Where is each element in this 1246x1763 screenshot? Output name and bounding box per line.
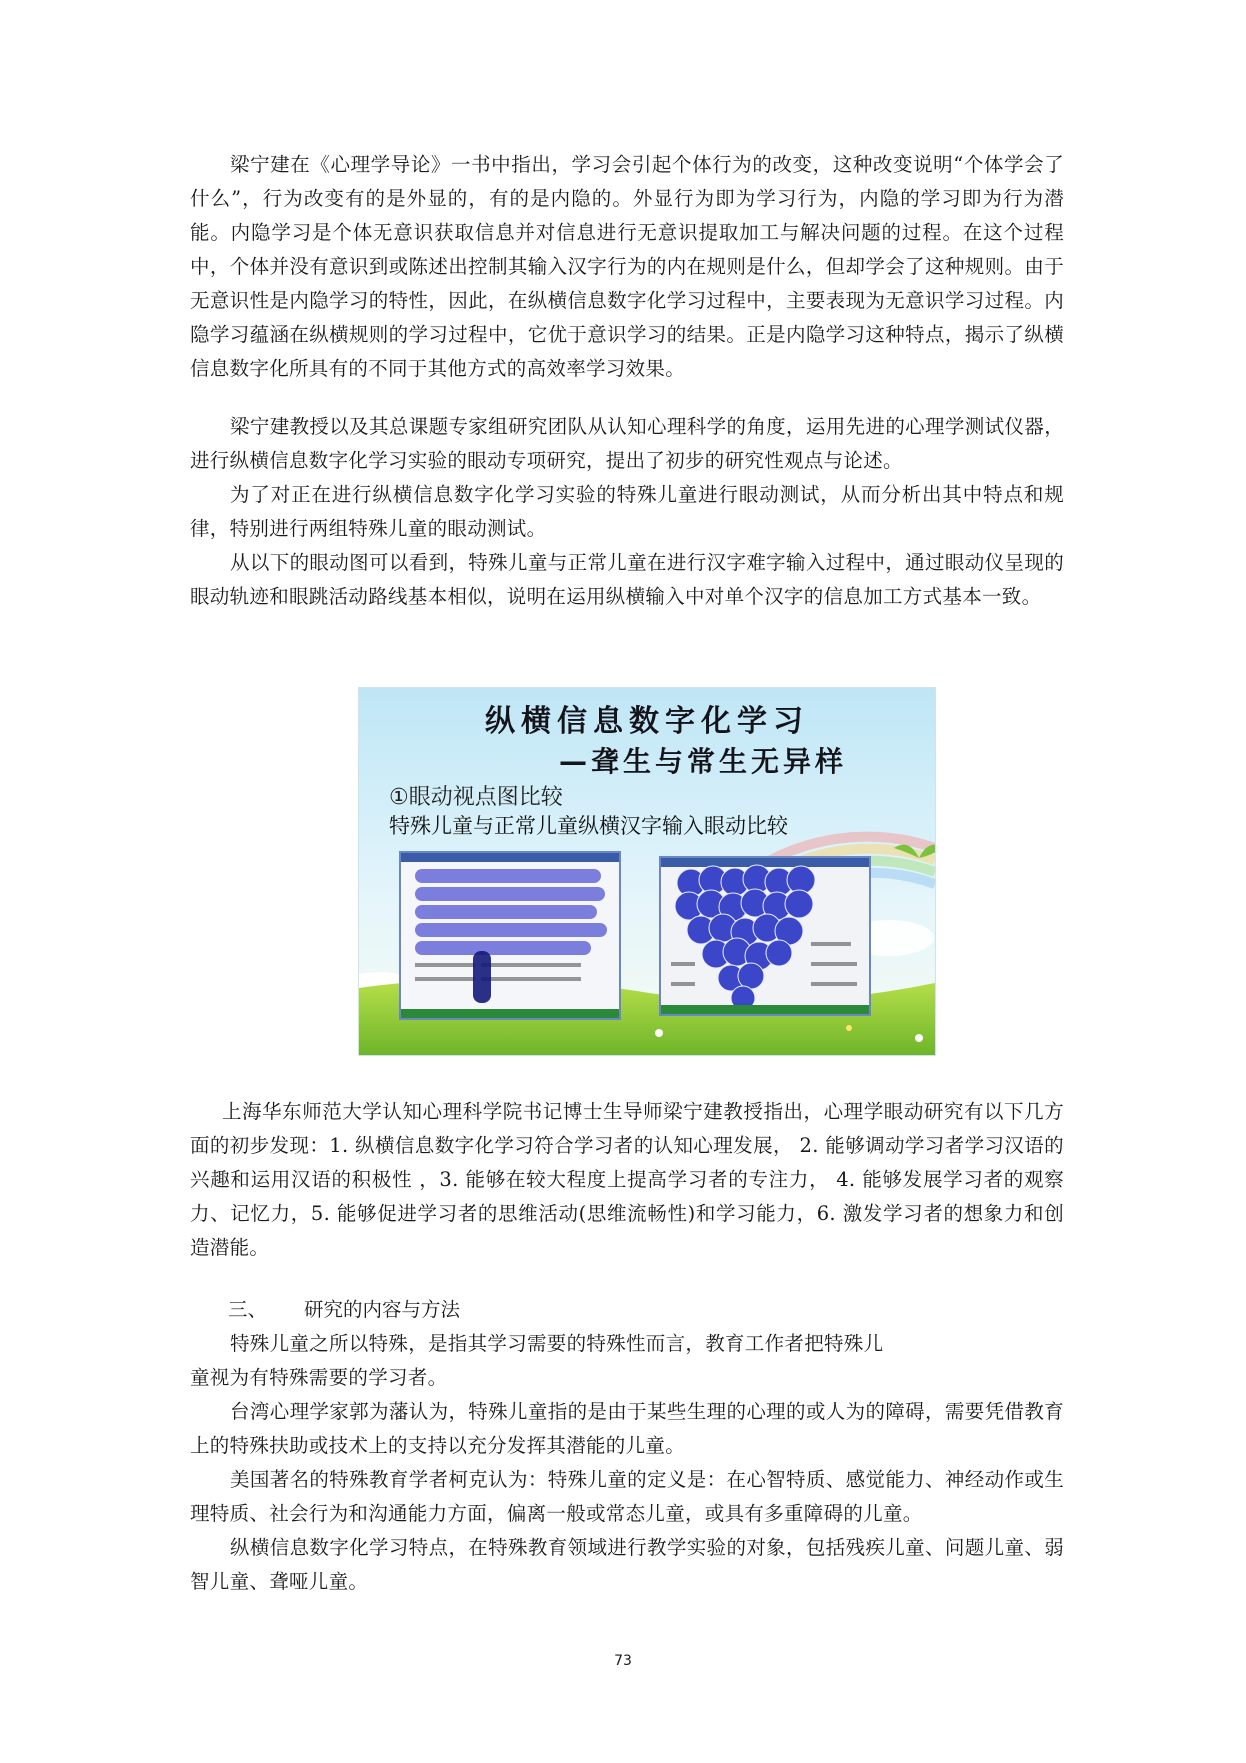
fixation-plot-right	[661, 858, 869, 1014]
section-heading	[228, 1293, 460, 1327]
paragraph-special-children-cont: 童视为有特殊需要的学习者。	[190, 1366, 448, 1389]
special-child-screenshot	[399, 851, 621, 1020]
paragraph-research-team: 梁宁建教授以及其总课题专家组研究团队从认知心理科学的角度，运用先进的心理学测试仪器，进行纵横信息数字化学习实验的眼动专项研究，提出了初步的研究性观点与论述。	[190, 415, 1064, 472]
paragraph-eye-chart: 从以下的眼动图可以看到，特殊儿童与正常儿童在进行汉字难字输入过程中，通过眼动仪呈现的眼动轨迹和眼跳活动路线基本相似，说明在运用纵横输入中对单个汉字的信息加工方式基本一致。	[190, 551, 1064, 608]
figure-subtitle: —聋生与常生无异样	[559, 745, 848, 778]
paragraph-implicit-learning: 梁宁建在《心理学导论》一书中指出，学习会引起个体行为的改变，这种改变说明“个体学会了什么”，行为改变有的是外显的，有的是内隐的。外显行为即为学习行为，内隐的学习即为行为潜能。内隐学习是个体无意识获取信息并对信息进行无意识提取加工与解决问题的过程。在这个过程中，个体并没有意识到或陈述出控制其输入汉字行为的内在规则是什么，但却学会了这种规则。由于无意识性是内隐学习的特性，因此，在纵横信息数字化学习过程中，主要表现为无意识学习过程。内隐学习蕴涵在纵横规则的学习过程中，它优于意识学习的结果。正是内隐学习这种特点，揭示了纵横信息数字化所具有的不同于其他方式的高效率学习效果。	[190, 153, 1064, 380]
paragraph-eye-test: 为了对正在进行纵横信息数字化学习实验的特殊儿童进行眼动测试，从而分析出其中特点和规律，特别进行两组特殊儿童的眼动测试。	[190, 483, 1064, 540]
figure-title: 纵横信息数字化学习	[485, 704, 809, 739]
figure-label-fixation: ①眼动视点图比较	[389, 785, 563, 810]
section-number: 三、	[228, 1298, 268, 1321]
figure-label-comparison: 特殊儿童与正常儿童纵横汉字输入眼动比较	[389, 814, 788, 838]
window-taskbar	[401, 1009, 619, 1018]
section-title: 研究的内容与方法	[304, 1298, 461, 1321]
eye-tracking-figure	[358, 687, 936, 1056]
paragraph-experiment-subjects: 纵横信息数字化学习特点，在特殊教育领域进行教学实验的对象，包括残疾儿童、问题儿童、弱智儿童、聋哑儿童。	[190, 1536, 1064, 1593]
paragraph-kirk: 美国著名的特殊教育学者柯克认为：特殊儿童的定义是：在心智特质、感觉能力、神经动作或生理特质、社会行为和沟通能力方面，偏离一般或常态儿童，或具有多重障碍的儿童。	[190, 1468, 1064, 1525]
page-number: 73	[614, 1653, 632, 1669]
normal-child-screenshot	[659, 856, 871, 1016]
window-taskbar	[661, 1005, 869, 1014]
paragraph-special-children: 特殊儿童之所以特殊，是指其学习需要的特殊性而言，教育工作者把特殊儿	[230, 1332, 884, 1355]
fixation-plot-left	[401, 853, 619, 1018]
paragraph-findings: 上海华东师范大学认知心理科学院书记博士生导师梁宁建教授指出，心理学眼动研究有以下几方面的初步发现：1. 纵横信息数字化学习符合学习者的认知心理发展， 2. 能够调动学习者学习汉语的兴趣和运用汉语的积极性 ，3. 能够在较大程度上提高学习者的专注力， 4. 能够发展学习者的观察力、记忆力，5. 能够促进学习者的思维活动(思维流畅性)和学习能力，6. 激发学习者的想象力和创造潜能。	[190, 1100, 1064, 1259]
paragraph-guo-weifan: 台湾心理学家郭为藩认为，特殊儿童指的是由于某些生理的心理的或人为的障碍，需要凭借教育上的特殊扶助或技术上的支持以充分发挥其潜能的儿童。	[190, 1400, 1064, 1457]
